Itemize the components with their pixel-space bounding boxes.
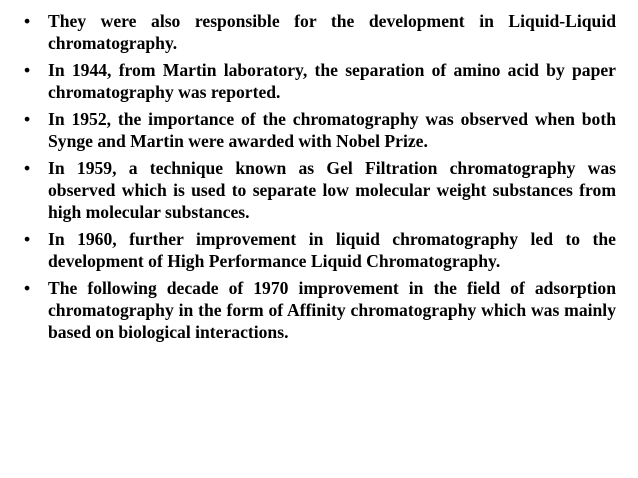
bullet-item (24, 157, 616, 224)
bullet-text: The following decade of 1970 improvement in the field of adsorption chromatography in the form of Affinity chromatography which was mainly based on biological interactions. (48, 277, 616, 343)
bullet-text: They were also responsible for the development in Liquid-Liquid chromatography. (48, 11, 616, 54)
bullet-text: In 1952, the importance of the chromatography was observed when both Synge and Martin were awarded with Nobel Prize. (48, 108, 616, 152)
bullet-list (24, 10, 616, 348)
bullet-dot: • (24, 228, 31, 249)
bullet-item (24, 59, 616, 103)
bullet-text: In 1959, a technique known as Gel Filtration chromatography was observed which is used to separate low molecular weight substances from high molecular substances. (48, 157, 616, 223)
bullet-item (24, 10, 616, 54)
bullet-text: In 1944, from Martin laboratory, the separation of amino acid by paper chromatography was reported. (48, 59, 616, 103)
bullet-dot: • (24, 11, 31, 31)
bullet-dot: • (24, 108, 31, 129)
bullet-dot: • (24, 157, 31, 178)
bullet-item (24, 108, 616, 152)
bullet-item (24, 277, 616, 344)
bullet-item (24, 228, 616, 272)
bullet-dot: • (24, 277, 31, 298)
bullet-text: In 1960, further improvement in liquid chromatography led to the development of High Performance Liquid Chromatography. (48, 228, 616, 272)
bullet-dot: • (24, 59, 31, 80)
